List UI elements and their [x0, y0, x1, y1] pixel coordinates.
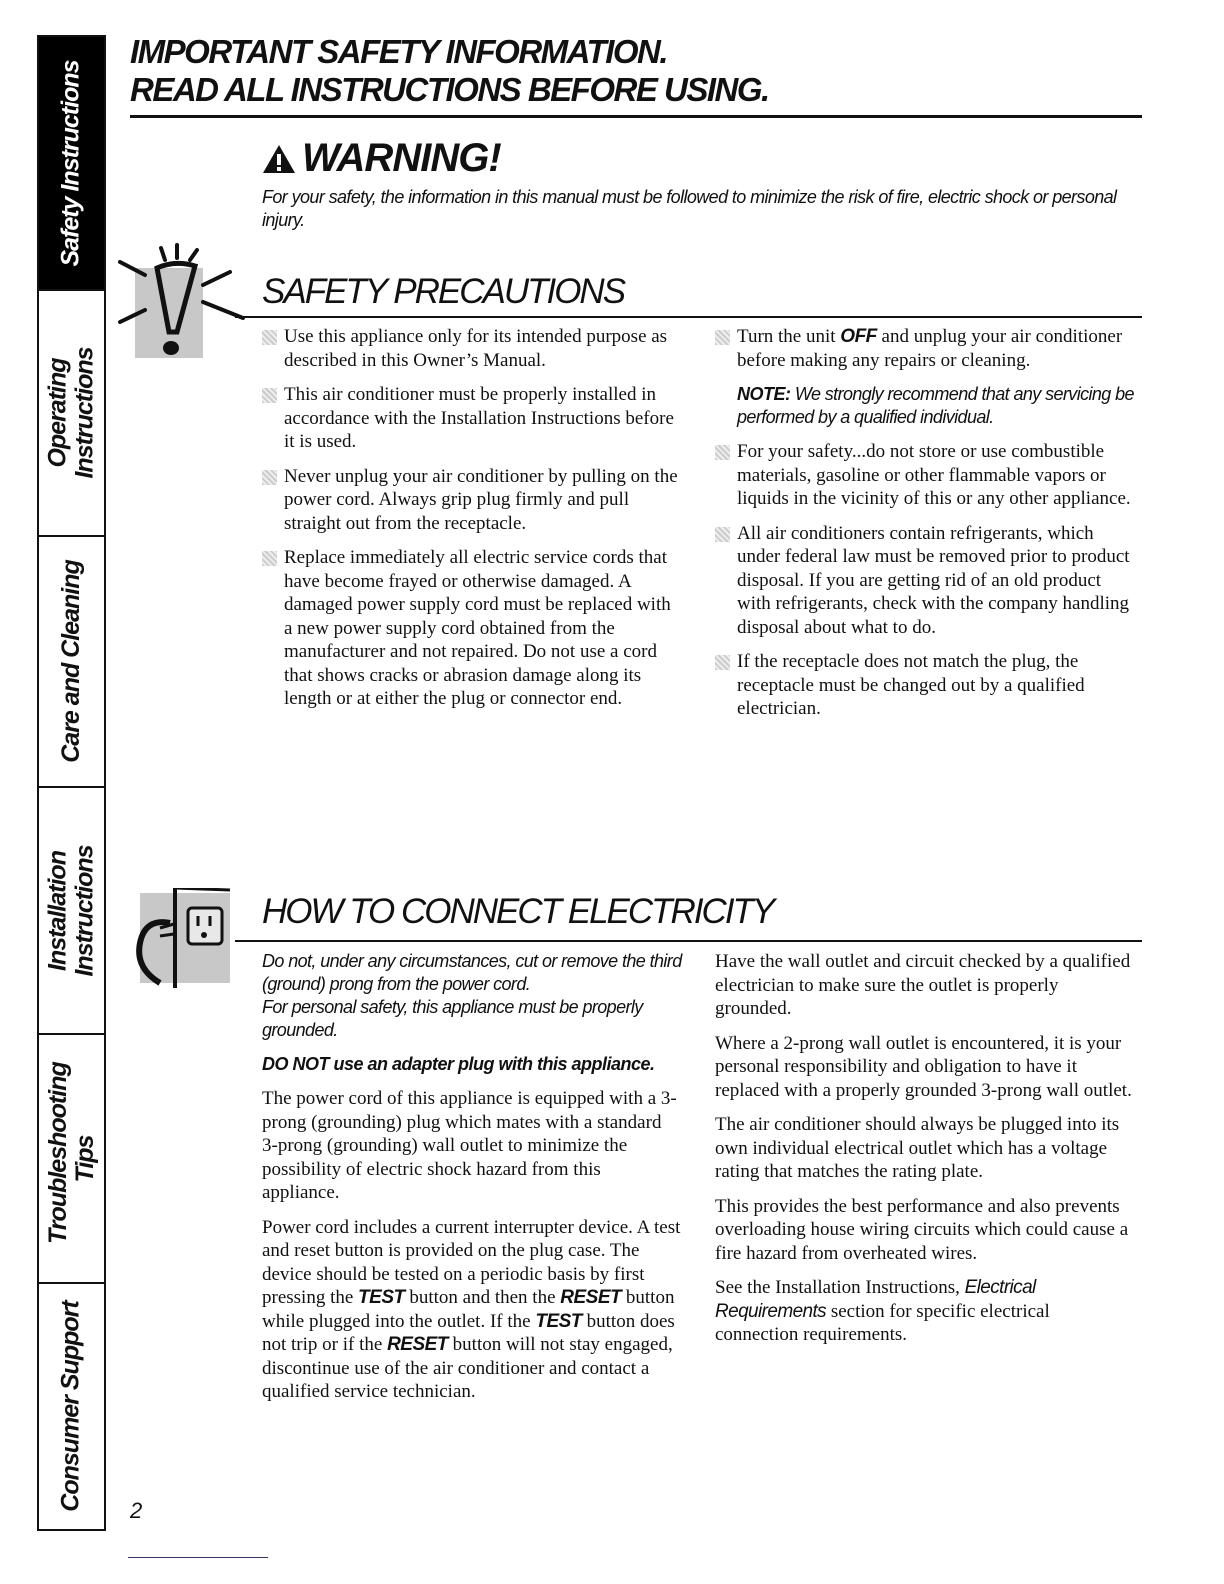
warning-text: For your safety, the information in this manual must be followed to minimize the risk of fire, electric shock or personal injury.: [262, 187, 1117, 230]
section-rule: [235, 316, 1142, 318]
safety-item: This air conditioner must be properly installed in accordance with the Installation Instructions before it is used.: [262, 383, 682, 454]
paragraph: This provides the best performance and also prevents overloading house wiring circuits which could cause a fire hazard from overheated wires.: [715, 1195, 1129, 1264]
ground-prong-warning: Do not, under any circumstances, cut or remove the third (ground) prong from the power cord.: [262, 951, 682, 994]
page-title: [130, 33, 769, 109]
test-label: TEST: [358, 1287, 405, 1308]
text: See the Installation Instructions,: [715, 1277, 965, 1298]
test-label: TEST: [535, 1310, 582, 1332]
note: [715, 383, 1135, 429]
paragraph: [715, 1276, 1135, 1347]
tab-label: Care and Cleaning: [57, 560, 85, 763]
tab-label: Safety Instructions: [57, 59, 85, 267]
safety-left-column: [262, 325, 682, 722]
grounding-warning: For personal safety, this appliance must be properly grounded.: [262, 997, 643, 1040]
safety-item: Use this appliance only for its intended purpose as described in this Owner’s Manual.: [262, 325, 682, 372]
page-number: 2: [130, 1498, 142, 1523]
electricity-right-column: [715, 950, 1135, 1358]
title-line-2: READ ALL INSTRUCTIONS BEFORE USING.: [130, 71, 769, 108]
safety-item: If the receptacle does not match the plug, the receptacle must be changed out by a qualified electrician.: [715, 650, 1135, 721]
note-text: We strongly recommend that any servicing be performed by a qualified individual.: [737, 384, 1134, 427]
off-label: OFF: [840, 326, 877, 347]
warning-triangle-icon: [262, 144, 296, 174]
safety-item: [715, 325, 1135, 372]
paragraph: [262, 1216, 682, 1404]
tab-operating-instructions[interactable]: [39, 291, 104, 537]
tab-label: Installation Instructions: [43, 844, 99, 977]
text: button while plugged into the outlet. If the: [262, 1287, 675, 1332]
footer-rule: [128, 1557, 268, 1558]
text: button does not trip or if the: [262, 1310, 675, 1355]
tab-installation-instructions[interactable]: [39, 788, 104, 1035]
paragraph: Have the wall outlet and circuit checked by a qualified electrician to make sure the outlet is properly grounded.: [715, 951, 1131, 1019]
plug-outlet-icon: [130, 888, 240, 988]
text: Power cord includes a current interrupter device. A test and reset button is provided on the plug case. The device should be tested on a periodic basis by first pressing the: [262, 1216, 681, 1308]
paragraph: The power cord of this appliance is equipped with a 3-prong (grounding) plug which mates with a standard 3-prong (grounding) wall outlet to minimize the possibility of electric shock hazard from this appliance.: [262, 1088, 677, 1203]
tab-label: Troubleshooting Tips: [43, 1061, 99, 1244]
reset-label: RESET: [560, 1287, 622, 1308]
title-rule: [130, 115, 1142, 118]
reset-label: RESET: [387, 1334, 448, 1355]
paragraph: Where a 2-prong wall outlet is encountered, it is your personal responsibility and obligation to have it replaced with a properly grounded 3-prong wall outlet.: [715, 1032, 1132, 1101]
tab-label: Consumer Support: [57, 1301, 85, 1512]
safety-right-column: [715, 325, 1135, 732]
exclamation-icon: [115, 240, 245, 360]
tab-label: Operating Instructions: [43, 347, 99, 479]
safety-item: For your safety...do not store or use combustible materials, gasoline or other flammable vapors or liquids in the vicinity of this or any other appliance.: [715, 440, 1135, 511]
tab-safety-instructions[interactable]: [39, 37, 104, 291]
text: section for specific electrical connection requirements.: [715, 1300, 1050, 1345]
connect-electricity-heading: HOW TO CONNECT ELECTRICITY: [262, 892, 774, 931]
text: button will not stay engaged, discontinue use of the air conditioner and contact a qualified service technician.: [262, 1334, 673, 1402]
title-line-1: IMPORTANT SAFETY INFORMATION.: [130, 33, 668, 70]
text: and unplug your air conditioner before making any repairs or cleaning.: [737, 326, 1123, 371]
tab-care-and-cleaning[interactable]: [39, 537, 104, 788]
electricity-left-column: [262, 950, 682, 1415]
text: Turn the unit: [737, 326, 841, 347]
section-rule: [235, 940, 1142, 942]
safety-item: Replace immediately all electric service cords that have become frayed or otherwise damaged. A damaged power supply cord must be replaced with a new power supply cord obtained from the manufacturer and not repaired. Do not use a cord that shows cracks or abrasion damage along its length or at either the plug or connector end.: [262, 546, 682, 711]
paragraph: The air conditioner should always be plugged into its own individual electrical outlet which has a voltage rating that matches the rating plate.: [715, 1114, 1120, 1182]
tab-troubleshooting-tips[interactable]: [39, 1035, 104, 1284]
electrical-requirements-reference: Electrical Requirements: [715, 1277, 1036, 1322]
warning-title: WARNING!: [302, 136, 501, 180]
section-tabs: [37, 35, 106, 1531]
text: button and then the: [404, 1287, 561, 1308]
safety-item: All air conditioners contain refrigerants, which under federal law must be removed prior to product disposal. If you are getting rid of an old product with refrigerants, check with the company handling disposal about what to do.: [715, 522, 1135, 640]
safety-item: Never unplug your air conditioner by pulling on the power cord. Always grip plug firmly and pull straight out from the receptacle.: [262, 465, 682, 536]
safety-precautions-heading: SAFETY PRECAUTIONS: [262, 272, 625, 311]
tab-consumer-support[interactable]: [39, 1284, 104, 1529]
warning-heading: [262, 136, 501, 181]
adapter-warning: DO NOT use an adapter plug with this appliance.: [262, 1054, 655, 1074]
note-label: NOTE:: [737, 384, 791, 404]
